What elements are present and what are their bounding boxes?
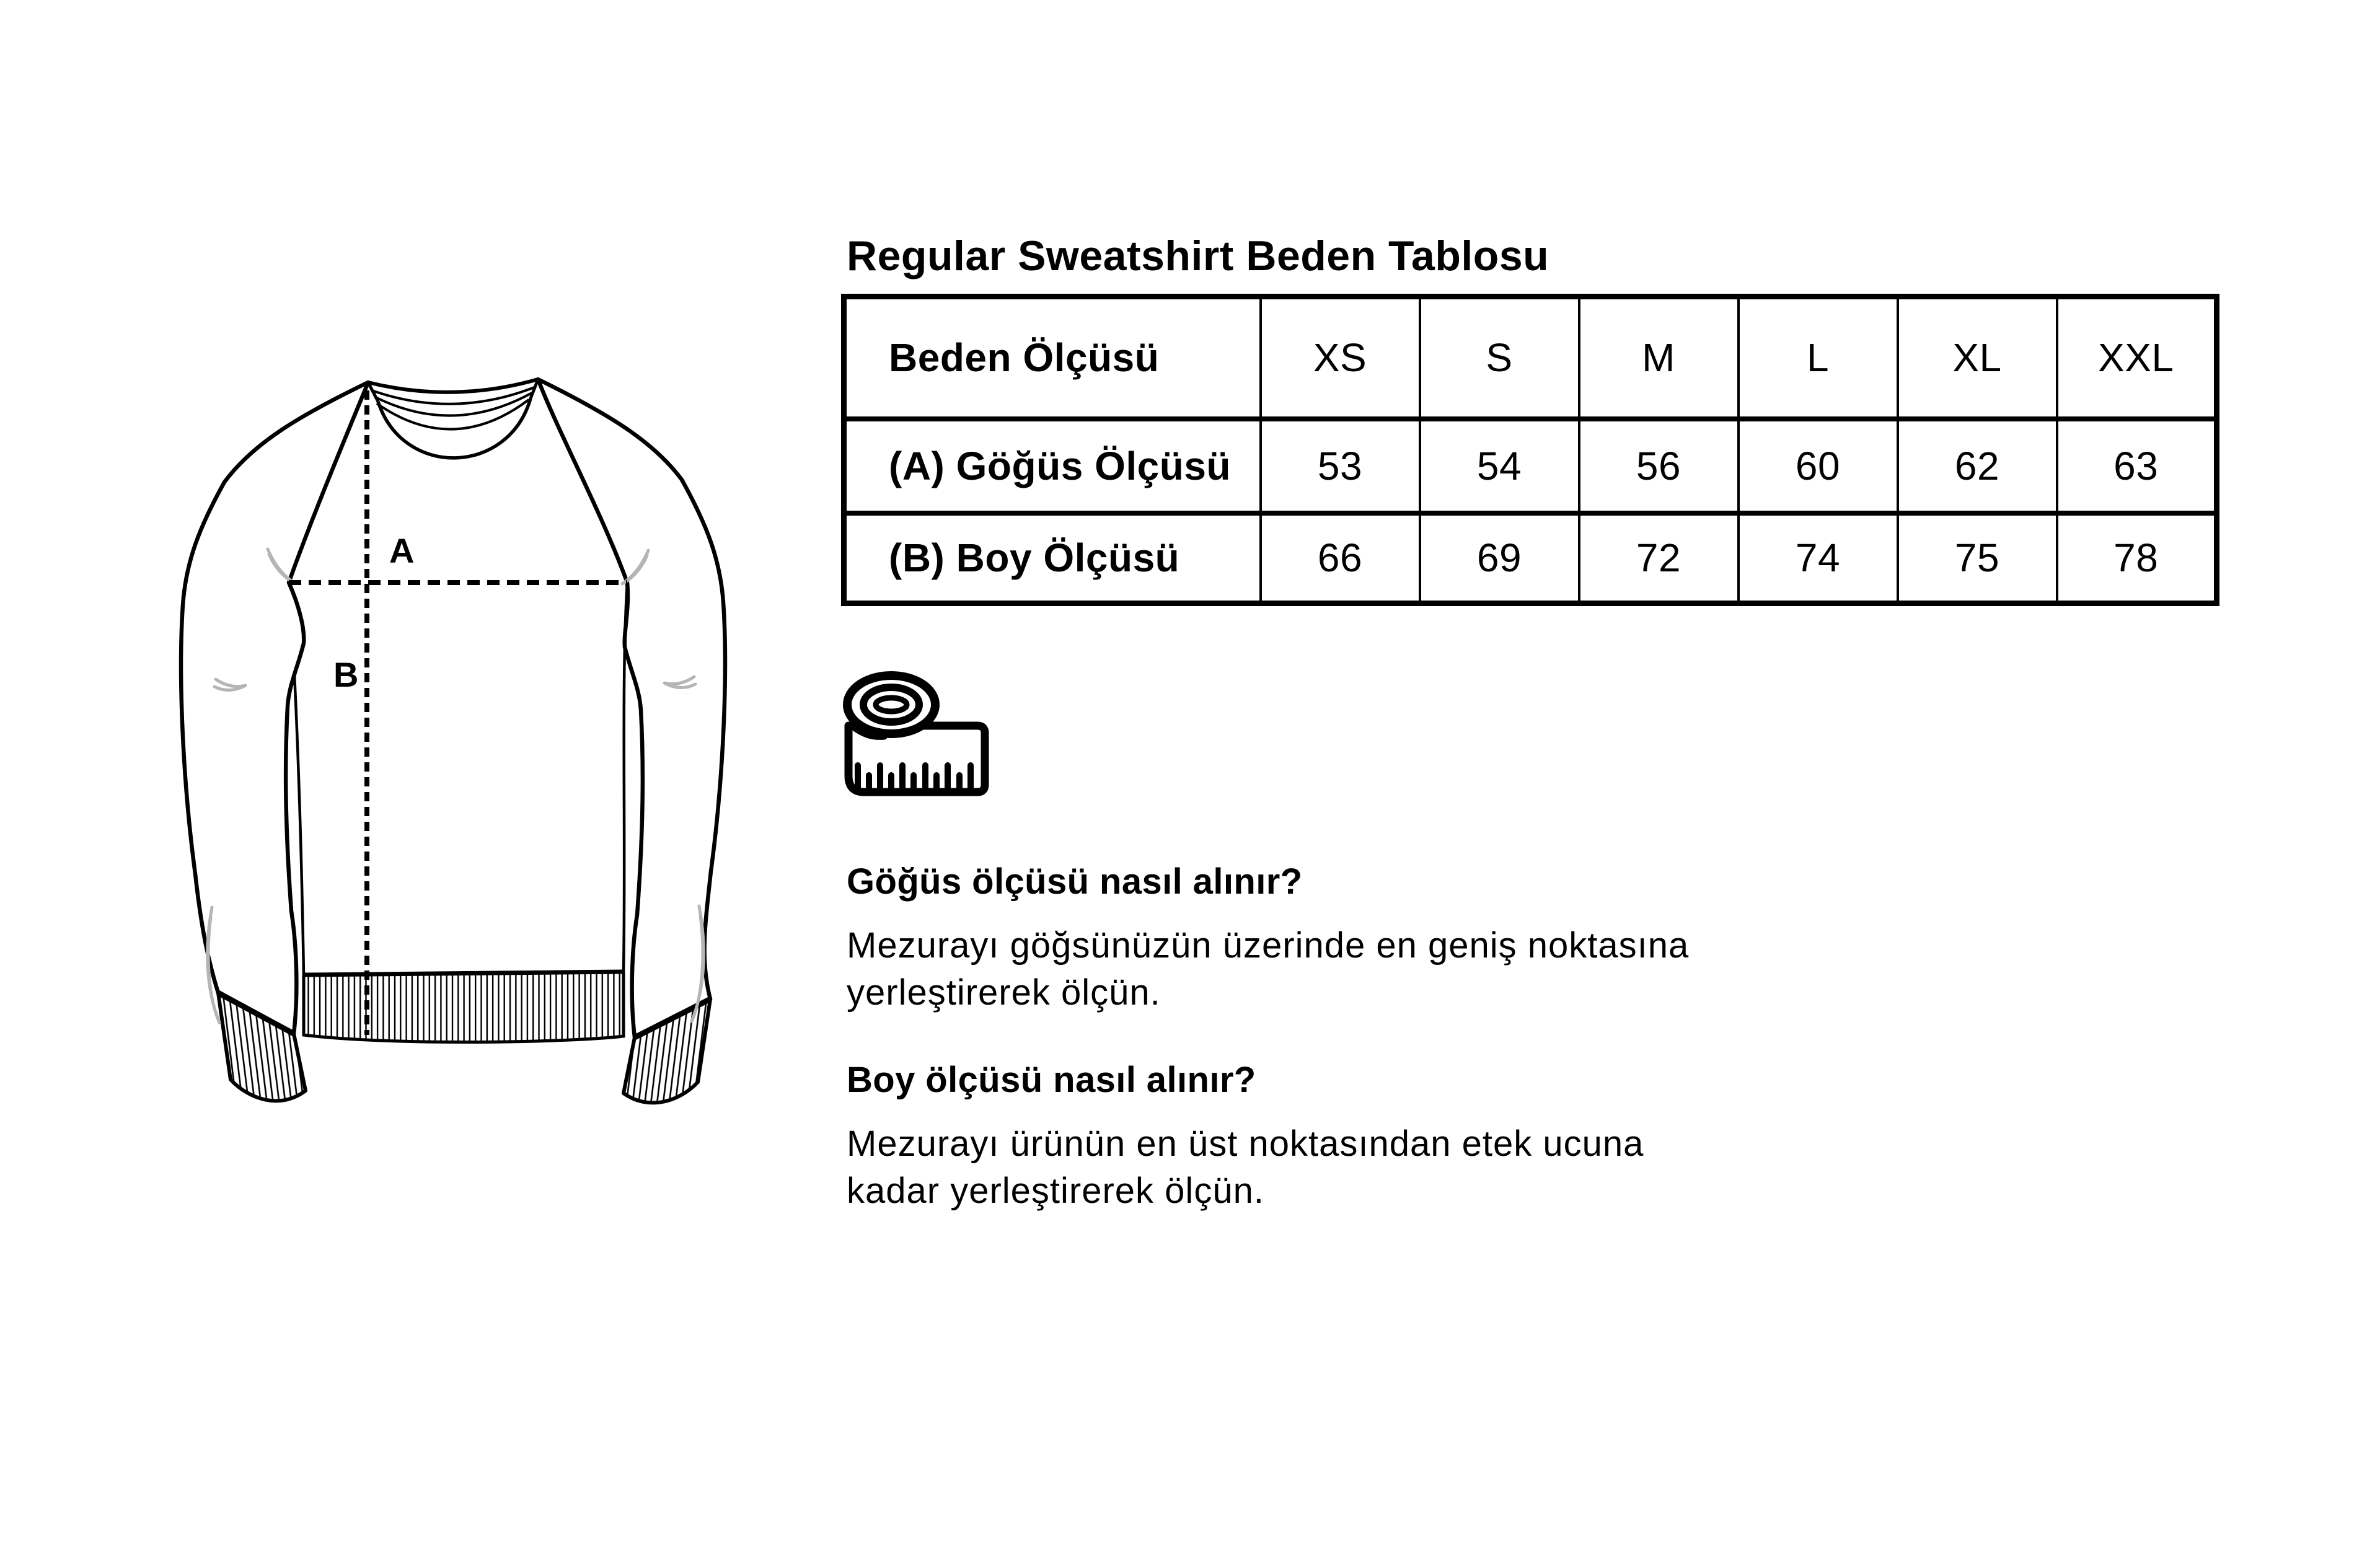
size-col-xxl: XXL xyxy=(2057,297,2217,419)
chest-instructions-heading: Göğüs ölçüsü nasıl alınır? xyxy=(847,861,1303,902)
chest-value-xs: 53 xyxy=(1261,419,1420,513)
chest-value-xxl: 63 xyxy=(2057,419,2217,513)
page-title: Regular Sweatshirt Beden Tablosu xyxy=(847,232,1549,280)
length-instructions-line-2: kadar yerleştirerek ölçün. xyxy=(847,1171,1264,1211)
size-col-s: S xyxy=(1420,297,1579,419)
size-table-header-label: Beden Ölçüsü xyxy=(844,297,1261,419)
chest-instructions-text xyxy=(847,922,1689,1016)
length-instructions-heading: Boy ölçüsü nasıl alınır? xyxy=(847,1060,1256,1100)
length-value-m: 72 xyxy=(1579,513,1739,604)
chest-row-label: (A) Göğüs Ölçüsü xyxy=(844,419,1261,513)
chest-value-l: 60 xyxy=(1739,419,1898,513)
length-value-xs: 66 xyxy=(1261,513,1420,604)
length-value-s: 69 xyxy=(1420,513,1579,604)
measure-a-label: A xyxy=(389,531,415,570)
table-row-length xyxy=(844,513,2217,604)
measure-b-label: B xyxy=(333,655,359,694)
length-value-xl: 75 xyxy=(1898,513,2057,604)
chest-instructions-line-1: Mezurayı göğsünüzün üzerinde en geniş noktasına xyxy=(847,925,1690,966)
size-table xyxy=(841,294,2219,606)
table-row-chest xyxy=(844,419,2217,513)
length-instructions-text xyxy=(847,1120,1644,1215)
hem-band xyxy=(304,972,624,1042)
size-col-xs: XS xyxy=(1261,297,1420,419)
length-measure-instructions xyxy=(847,1061,1644,1215)
sweatshirt-diagram xyxy=(167,338,762,1162)
length-instructions-line-1: Mezurayı ürünün en üst noktasından etek ucuna xyxy=(847,1124,1644,1164)
size-col-l: L xyxy=(1739,297,1898,419)
size-col-m: M xyxy=(1579,297,1739,419)
length-value-l: 74 xyxy=(1739,513,1898,604)
chest-instructions-line-2: yerleştirerek ölçün. xyxy=(847,972,1161,1013)
length-row-label: (B) Boy Ölçüsü xyxy=(844,513,1261,604)
chest-value-s: 54 xyxy=(1420,419,1579,513)
size-col-xl: XL xyxy=(1898,297,2057,419)
chest-value-xl: 62 xyxy=(1898,419,2057,513)
length-value-xxl: 78 xyxy=(2057,513,2217,604)
chest-measure-instructions xyxy=(847,863,1689,1016)
chest-value-m: 56 xyxy=(1579,419,1739,513)
tape-measure-icon xyxy=(838,671,990,798)
size-table-header-row xyxy=(844,297,2217,419)
